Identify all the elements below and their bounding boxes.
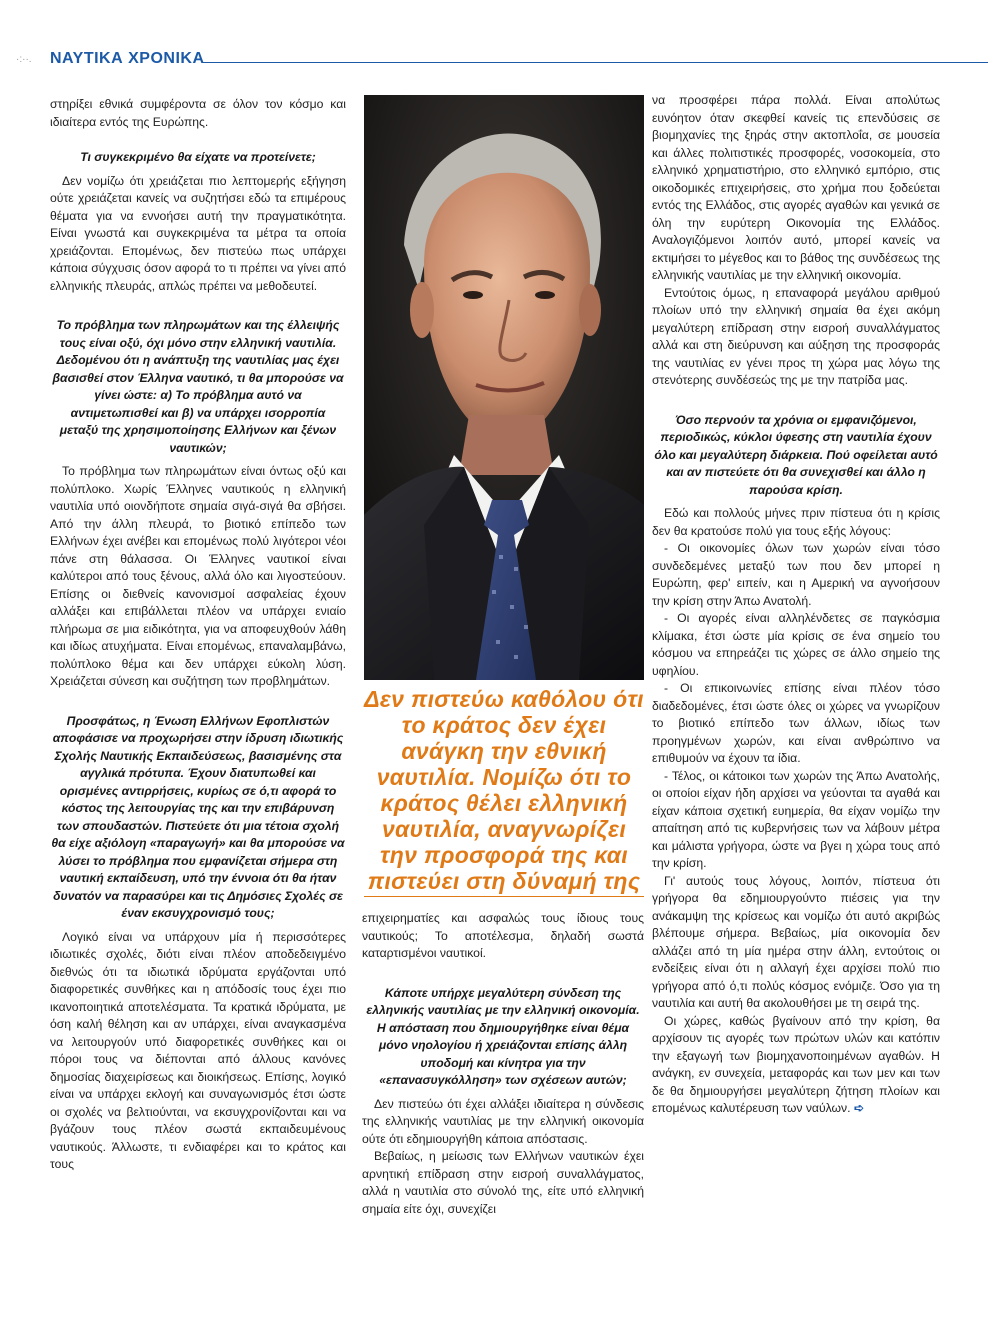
portrait-illustration (364, 95, 644, 680)
magazine-title: ΝΑΥΤΙΚΑ ΧΡΟΝΙΚΑ (50, 50, 205, 67)
paragraph: Εδώ και πολλούς μήνες πριν πίστευα ότι η κρίσις δεν θα κρατούσε πολύ για τους εξής λόγους: (652, 506, 940, 538)
paragraph: Βεβαίως, η μείωσις των Ελλήνων ναυτικών έχει αρνητική επίδραση στην εισροή συναλλάγματος, αλλά η ναυτιλία στο σύνολό της, είτε υπό ελληνική σημαία είτε όχι, συνεχίζει (362, 1149, 644, 1216)
paragraph: Λογικό είναι να υπάρχουν μία ή περισσότερες ιδιωτικές σχολές, διότι είναι πλέον αποδεδειγμένο διεθνώς ότι τα ιδιωτικά ιδρύματα εργάζονται υπό διαφορετικές συνθήκες και η απόδοσίς τους έχει πιο ικανοποιητικά αποτελέσματα. Τα κρατικά ιδρύματα, με όση καλή θέληση και αν υπάρχει, είναι αναγκασμένα να λειτουργούν υπό διαφορετικές συνθήκες και οι πόροι τους να διέπονται από άλλους κανόνες δημοσίας διαχειρίσεως και διοικήσεως. Επίσης, λογικό είναι να υπάρχει εκλογή και συναγωνισμός έτσι ώστε οι σχολές να βελτιούνται, να εκσυγχρονίζονται και να βγάζουν τους πλέον σωστά εκπαιδευμένους ναυτικούς. Άλλωστε, τι ενδιαφέρει και το κράτος και τους (50, 929, 346, 1171)
interview-question: Το πρόβλημα των πληρωμάτων και της έλλειψής τους είναι οξύ, όχι μόνο στην ελληνική ναυτιλία. Δεδομένου ότι η ανάπτυξη της ναυτιλίας μας έχει βασισθεί στον Έλληνα ναυτικό, τι θα μπορούσε να γίνει ώστε: α) Το πρόβλημα αυτό να αντιμετωπισθεί και β) να υπάρχει ισορροπία μεταξύ της χρησιμοποίησης Ελλήνων και ξένων ναυτικών; (52, 318, 344, 455)
paragraph: Το πρόβλημα των πληρωμάτων είναι όντως οξύ και πολύπλοκο. Χωρίς Έλληνες ναυτικούς η ελληνική ναυτιλία υπό οιονδήποτε σημαία σιγά-σιγά θα σβήσει. Από την άλλη πλευρά, το βιοτικό επίπεδο των Ελλήνων έχει ανέβει και επομένως πολύ λιγότεροι νέοι πάνε στη θάλασσα. Οι Έλληνες ναυτικοί είναι καλύτεροι από τους ξένους, αλλά όλο και λιγοστεύουν. Επίσης οι διεθνείς κανονισμοί ασφαλείας έχουν αλλάξει και επιβάλλεται πλέον να υπάρχει ενιαίο πλήρωμα σε μια ειδικότητα, για να αποφευχθούν λάθη και ιδίως ατυχήματα. Είναι επομένως, επαναλαμβάνω, πολύπλοκο θέμα και δεν υπάρχει εύκολη λύση. Χρειάζεται σύνεση και συζήτηση των προβλημάτων. (50, 464, 346, 688)
paragraph: Εντούτοις όμως, η επαναφορά μεγάλου αριθμού πλοίων υπό την ελληνική σημαία θα έχει ακόμη μεγαλύτερη επίδραση στην εισροή συναλλάγματος αλλά και στη διεύρυνση και αύξηση της προσφοράς της ναυτιλίας εν γένει προς τη χώρα μας λόγω της στενότερης συνδέσεώς της με την πατρίδα μας. (652, 285, 940, 387)
end-mark-icon: ➪ (853, 1101, 865, 1115)
interview-question: Όσο περνούν τα χρόνια οι εμφανιζόμενοι, περιοδικώς, κύκλοι ύφεσης στη ναυτιλία έχουν όλο και μεγαλύτερη διάρκεια. Πού οφείλεται αυτό και αν πιστεύετε ότι θα συνεχισθεί και άλλο η παρούσα κρίση. (654, 412, 938, 497)
column-3 (652, 92, 940, 1118)
masthead (50, 50, 988, 74)
column-1 (50, 96, 346, 1174)
interview-question: Κάποτε υπήρχε μεγαλύτερη σύνδεση της ελληνικής ναυτιλίας με την ελληνική οικονομία. Η απόσταση που δημιουργήθηκε είναι θέμα μόνο νηολογίου ή χρειάζονται επίσης άλλη υποδομή και κίνητρα για την «επανασυγκόλληση» των σχέσεων αυτών; (366, 985, 640, 1087)
paragraph: στηρίξει εθνικά συμφέροντα σε όλον τον κόσμο και ιδιαίτερα εντός της Ευρώπης. (50, 97, 346, 129)
bullet-paragraph: - Οι επικοινωνίες επίσης είναι πλέον τόσο διαδεδομένες, έτσι ώστε όλες οι χώρες να γνωρίζουν το βιοτικό επίπεδο των άλλων, ιδίως των προηγμένων χωρών, και είναι ανθρώπινο να επιθυμούν να έχουν τα ίδια. (652, 681, 940, 765)
interview-question: Τι συγκεκριμένο θα είχατε να προτείνετε; (80, 150, 316, 164)
paragraph: Δεν πιστεύω ότι έχει αλλάξει ιδιαίτερα η σύνδεσις της ελληνικής ναυτιλίας με την ελληνική οικονομία ούτε ότι εδημιουργήθη κάποια απόστασις. (362, 1096, 644, 1146)
pull-quote: Δεν πιστεύω καθόλου ότι το κράτος δεν έχει ανάγκη την εθνική ναυτιλία. Νομίζω ότι το κράτος θέλει ελληνική ναυτιλία, αναγνωρίζει την προσφορά της και πιστεύει στη δύναμή της (364, 686, 644, 897)
paragraph: να προσφέρει πάρα πολλά. Είναι απολύτως ευνόητον όταν σκεφθεί κανείς τις επενδύσεις σε βιομηχανίες της ξηράς στην ακτοπλοΐα, σε μουσεία και άλλες πολιτιστικές προσφορές, νοσοκομεία, στο ελληνικό χρηματιστήριο, στο ελληνικό εμπόριο, στις οικοδομικές επιχειρήσεις, στο χρήμα που ξοδεύεται εντός της Ελλάδος, στις αγορές αγαθών και γενικά σε όλη την ευρύτερη Οικονομία της Ελλάδος. Αναλογιζόμενοι λοιπόν αυτό, μπορεί κανείς να εκτιμήσει το μέγεθος και το βάθος της συνδέσεως της ελληνικής ναυτιλίας με την ελληνική οικονομία. (652, 93, 940, 282)
bullet-paragraph: - Τέλος, οι κάτοικοι των χωρών της Άπω Ανατολής, οι οποίοι είχαν ήδη αρχίσει να γεύονται τα αγαθά και είχαν κάποια σχετική ευημερία, θα είχαν νομίζω την απαίτηση από τις κυβερνήσεις των να λάβουν μέτρα και μάλιστα γρήγορα, ώστε να βγει η χώρα τους από την κρίση. (652, 768, 940, 870)
bullet-paragraph: - Οι οικονομίες όλων των χωρών είναι τόσο συνδεδεμένες μεταξύ των που δεν μπορεί η Ευρώπη, φερ' ειπείν, και η Αμερική να αγνοήσουν την κρίση στην Άπω Ανατολή. (652, 541, 940, 608)
column-2 (362, 910, 644, 1218)
paragraph: Γι' αυτούς τους λόγους, λοιπόν, πίστευα ότι γρήγορα θα εδημιουργούντο πιέσεις για την ανάκαμψη της κρίσεως και νομίζω ότι αυτό ακριβώς βλέπουμε σήμερα. Βεβαίως, μία οικονομία δεν αλλάζει από τη μία ημέρα στην άλλη, εντούτοις οι ενδείξεις είναι ότι η αλλαγή έχει αρχίσει πολύ πιο γρήγορα από ό,τι πολύς κόσμος ενόμιζε. Όσο για τη ναυτιλία και αυτή θα ακολουθήσει με τη σειρά της. (652, 873, 940, 1010)
paragraph: Δεν νομίζω ότι χρειάζεται πιο λεπτομερής εξήγηση ούτε χρειάζεται κανείς να συζητήσει εδώ τα επιμέρους θέματα για να εννοήσει αυτή την πραγματικότητα. Είναι γνωστά και συγκεκριμένα τα μέτρα τα οποία χρειάζονται. Επομένως, δεν πιστεύω πως υπάρχει κάποια σύγχυσις όσον αφορά το τι πρέπει να γίνει από ελληνικής πλευράς, απλώς πρέπει να μεθοδευτεί. (50, 173, 346, 293)
bullet-paragraph: - Οι αγορές είναι αλληλένδετες σε παγκόσμια κλίμακα, έτσι ώστε μία κρίσις σε ένα σημείο του κόσμου να επηρεάζει τις χώρες σε άλλο σημείο της υφηλίου. (652, 611, 940, 678)
paragraph-text: Οι χώρες, καθώς βγαίνουν από την κρίση, θα αρχίσουν τις αγορές των πρώτων υλών και κατόπιν την εξαγωγή των βιομηχανοποιημένων αγαθών. Η ανάγκη, εν συνεχεία, μεταφοράς και των μεν και των δε θα δημιουργήσει μεγαλύτερη ζήτηση πλοίων και επομένως καλυτέρευση των ναύλων. (652, 1013, 940, 1115)
portrait-photo (364, 95, 644, 680)
paragraph (652, 1013, 940, 1118)
paragraph: επιχειρηματίες και ασφαλώς τους ίδιους τους ναυτικούς; Το αποτέλεσμα, δηλαδή σωστά καταρτισμένοι ναυτικοί. (362, 911, 644, 960)
margin-marks: ·:··. (16, 54, 32, 65)
interview-question: Προσφάτως, η Ένωση Ελλήνων Εφοπλιστών αποφάσισε να προχωρήσει στην ίδρυση ιδιωτικής Σχολής Ναυτικής Εκπαιδεύσεως, βασισμένης στα αγγλικά πρότυπα. Έχουν διατυπωθεί και ορισμένες αντιρρήσεις, κυρίως σε ό,τι αφορά το κόστος της λειτουργίας της και την επιβάρυνση των σπουδαστών. Πιστεύετε ότι μια τέτοια σχολή θα είχε αξιόλογη «παραγωγή» και θα μπορούσε να λύσει το πρόβλημα που εμφανίζεται σήμερα στη ναυτική εκπαίδευση, υπό την έννοια ότι θα ήταν δυνατόν να παρασύρει και τις Δημόσιες Σχολές σε έναν εκσυγχρονισμό τους; (51, 713, 345, 920)
masthead-rule (202, 62, 988, 63)
